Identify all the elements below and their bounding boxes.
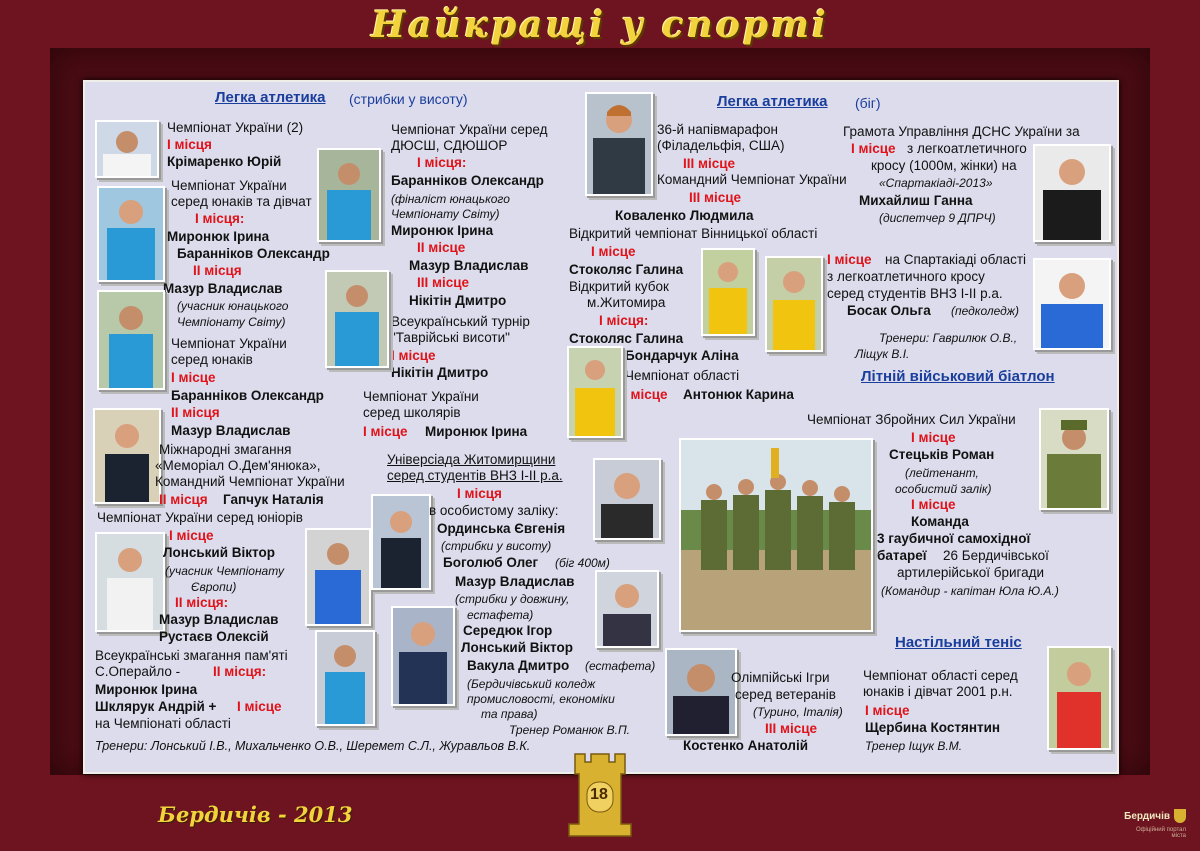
athlete-name: Шклярук Андрій + (95, 699, 217, 714)
photo-ordynska (371, 494, 431, 590)
place-label: ІІ місця (159, 492, 208, 507)
photo-nikitin (325, 270, 389, 368)
text-line: серед юнаків та дівчат (171, 194, 312, 209)
text-line: кросу (1000м, жінки) на (871, 158, 1017, 173)
athlete-name: Лонський Віктор (163, 545, 275, 560)
athlete-name: Мазур Владислав (163, 281, 283, 296)
note: Тренер Романюк В.П. (509, 723, 631, 737)
text-line: 26 Бердичівської (943, 548, 1049, 563)
photo-kostenko (665, 648, 737, 736)
page-title: Найкращі у спорті (371, 4, 829, 46)
photo-lonskyi (95, 532, 165, 632)
text-line: С.Операйло - (95, 664, 181, 679)
text-line: артилерійської бригади (897, 565, 1045, 580)
text-line: Всеукраїнські змагання пам'яті (95, 648, 288, 663)
athlete-name: Щербина Костянтин (865, 720, 1001, 735)
text-line: Чемпіонат України (171, 336, 287, 351)
shield-icon (1174, 809, 1186, 823)
place-label: ІІІ місце (689, 190, 742, 205)
athlete-name: Коваленко Людмила (615, 208, 754, 223)
athlete-name: батареї (877, 548, 927, 563)
photo-barannikov-2 (317, 148, 381, 242)
text-line: Чемпіонат України серед (391, 122, 548, 137)
text-line: Чемпіонат України (171, 178, 287, 193)
photo-krimarenko (95, 120, 159, 178)
place-label: І місце (591, 244, 636, 259)
note: Європи) (191, 580, 237, 594)
athlete-name: Стоколяс Галина (569, 262, 684, 277)
coaches-line: Тренер Іщук В.М. (865, 739, 963, 753)
athlete-name: Гапчук Наталія (223, 492, 324, 507)
text-line: серед школярів (363, 405, 461, 420)
place-label: І місце (237, 699, 282, 714)
note: (педколедж) (951, 304, 1020, 318)
place-label: ІІ місця: (213, 664, 267, 679)
note: (Командир - капітан Юла Ю.А.) (881, 584, 1059, 598)
text-line: м.Житомира (587, 295, 666, 310)
athlete-name: Костенко Анатолій (683, 738, 809, 753)
logo-sub: Офіційний портал міста (1135, 827, 1186, 839)
athlete-name: Миронюк Ірина (425, 424, 528, 439)
logo-label: Бердичів (1124, 811, 1170, 822)
note: (Турино, Італія) (753, 705, 843, 719)
photo-stokoliaś (701, 248, 755, 336)
section-heading-run: Легка атлетика (717, 93, 828, 110)
place-label: І місця: (599, 313, 649, 328)
page-number: 18 (590, 786, 608, 803)
text-line: «Меморіал О.Дем'янюка», (155, 458, 321, 473)
photo-team-biathlon (679, 438, 873, 632)
athlete-name: Стецьків Роман (889, 447, 995, 462)
athlete-name: Середюк Ігор (463, 623, 553, 638)
note: Чемпіонату Світу) (177, 315, 286, 329)
text-line: 36-й напівмарафон (657, 122, 778, 137)
athlete-name: Боголюб Олег (443, 555, 539, 570)
text-line: серед ветеранів (735, 687, 836, 702)
place-label: ІІІ місце (417, 275, 470, 290)
place-label: І місце (623, 387, 668, 402)
athlete-name: Нікітін Дмитро (409, 293, 507, 308)
note: естафета) (467, 608, 534, 622)
photo-antoniuk (567, 346, 623, 438)
photo-stetskiv (1039, 408, 1109, 510)
text-line: Чемпіонат Збройних Сил України (807, 412, 1016, 427)
place-label: І місце (865, 703, 910, 718)
photo-seredyuk (391, 606, 455, 706)
text-line: Командний Чемпіонат України (155, 474, 345, 489)
text-line: Командний Чемпіонат України (657, 172, 847, 187)
photo-boholiub (593, 458, 661, 540)
footer-text: Бердичів - 2013 (158, 802, 353, 827)
note: (Бердичівський коледж (467, 677, 596, 691)
place-label: І місця: (195, 211, 245, 226)
text-line: серед юнаків (171, 352, 253, 367)
photo-hapchuk (93, 408, 161, 504)
place-label: І місце (171, 370, 216, 385)
note: (стрибки у довжину, (455, 592, 570, 606)
content-panel (83, 80, 1119, 774)
city-logo[interactable] (1124, 809, 1186, 843)
text-line: Міжнародні змагання (159, 442, 292, 457)
text-line: в особистому заліку: (429, 503, 559, 518)
photo-shkliaruk (315, 630, 375, 726)
text-line: Чемпіонат області (625, 368, 740, 383)
place-label: ІІІ місце (765, 721, 818, 736)
place-label: ІІ місце (417, 240, 466, 255)
note: (біг 400м) (555, 556, 610, 570)
place-label: І місця (457, 486, 502, 501)
photo-myroniuk (97, 186, 165, 282)
note: (учасник юнацького (177, 299, 289, 313)
photo-shcherbyna (1047, 646, 1111, 750)
text-line: Грамота Управління ДСНС України за (843, 124, 1080, 139)
place-label: І місце (827, 252, 872, 267)
athlete-name: Рустаєв Олексій (159, 629, 269, 644)
text-line: Чемпіонат України серед юніорів (97, 510, 303, 525)
athlete-name: Баранніков Олександр (391, 173, 544, 188)
athlete-name: Стоколяс Галина (569, 331, 684, 346)
section-heading-jump-note: (стрибки у висоту) (349, 91, 468, 107)
note: Чемпіонату Світу) (391, 207, 500, 221)
note: та права) (481, 707, 538, 721)
text-line: "Таврійські висоти" (391, 330, 510, 345)
text-line: з легкоатлетичного (907, 141, 1027, 156)
text-line: Відкритий чемпіонат Вінницької області (569, 226, 818, 241)
note: (фіналіст юнацького (391, 192, 510, 206)
athlete-name: Миронюк Ірина (391, 223, 494, 238)
photo-mazur (305, 528, 371, 626)
photo-bondarchuk (765, 256, 823, 352)
athlete-name: Лонський Віктор (461, 640, 573, 655)
text-line: серед студентів ВНЗ І-ІІ р.а. (387, 468, 563, 483)
athlete-name: Миронюк Ірина (95, 682, 198, 697)
place-label: ІІІ місце (683, 156, 736, 171)
athlete-name: Михайлиш Ганна (859, 193, 973, 208)
place-label: І місце (911, 430, 956, 445)
photo-mykhailysh (1033, 144, 1111, 242)
note: особистий залік) (895, 482, 992, 496)
section-heading-tennis: Настільний теніс (895, 634, 1022, 651)
athlete-name: Босак Ольга (847, 303, 931, 318)
athlete-name: Антонюк Карина (683, 387, 794, 402)
athlete-name: Мазур Владислав (159, 612, 279, 627)
place-label: І місця (167, 137, 212, 152)
place-label: ІІ місця (193, 263, 242, 278)
photo-bosak (1033, 258, 1111, 350)
note: «Спартакіаді-2013» (879, 176, 993, 190)
coaches-line: Ліщук В.І. (855, 347, 910, 361)
text-line: на Спартакіаді області (885, 252, 1027, 267)
photo-kovalenko (585, 92, 653, 196)
text-line: на Чемпіонаті області (95, 716, 231, 731)
athlete-name: Крімаренко Юрій (167, 154, 282, 169)
place-label: І місце (169, 528, 214, 543)
note: (лейтенант, (905, 466, 979, 480)
athlete-name: Нікітін Дмитро (391, 365, 489, 380)
text-line: Чемпіонат області серед (863, 668, 1018, 683)
athlete-name: Мазур Владислав (455, 574, 575, 589)
place-label: І місце (851, 141, 896, 156)
section-heading-biathlon: Літній військовий біатлон (861, 368, 1055, 385)
athlete-name: Ординська Євгенія (437, 521, 566, 536)
athlete-name: Команда (911, 514, 969, 529)
text-line: Чемпіонат України (363, 389, 479, 404)
text-line: Чемпіонат України (2) (167, 120, 304, 135)
athlete-name: Мазур Владислав (171, 423, 291, 438)
note: (учасник Чемпіонату (165, 564, 284, 578)
athlete-name: Бондарчук Аліна (625, 348, 739, 363)
coaches-line: Тренери: Лонський І.В., Михальченко О.В., Шеремет С.Л., Журавльов В.К. (95, 739, 531, 753)
place-label: І місце (391, 348, 436, 363)
text-line: з легкоатлетичного кросу (827, 269, 985, 284)
text-line: серед студентів ВНЗ І-ІІ р.а. (827, 286, 1003, 301)
place-label: І місце (363, 424, 408, 439)
athlete-name: Миронюк Ірина (167, 229, 270, 244)
text-line: ДЮСШ, СДЮШОР (391, 138, 508, 153)
place-label: І місце (911, 497, 956, 512)
athlete-name: Баранніков Олександр (177, 246, 330, 261)
text-line: Олімпійські Ігри (731, 670, 830, 685)
athlete-name: Вакула Дмитро (467, 658, 570, 673)
coaches-line: Тренери: Гаврилюк О.В., (879, 331, 1018, 345)
athlete-name: Баранніков Олександр (171, 388, 324, 403)
photo-barannikov (97, 290, 165, 390)
note: (естафета) (585, 659, 656, 673)
text-line: Відкритий кубок (569, 279, 669, 294)
note: (стрибки у висоту) (441, 539, 552, 553)
text-line: Універсіада Житомирщини (387, 452, 556, 467)
note: промисловості, економіки (467, 692, 615, 706)
text-line: (Філадельфія, США) (657, 138, 785, 153)
note: (диспетчер 9 ДПРЧ) (879, 211, 996, 225)
section-heading-jump: Легка атлетика (215, 89, 326, 106)
section-heading-run-note: (біг) (855, 95, 881, 111)
place-label: ІІ місця (171, 405, 220, 420)
text-line: Всеукраїнський турнір (391, 314, 530, 329)
athlete-name: 3 гаубичної самохідної (877, 531, 1031, 546)
place-label: ІІ місця: (175, 595, 229, 610)
photo-vakula (595, 570, 659, 648)
text-line: юнаків і дівчат 2001 р.н. (863, 684, 1013, 699)
athlete-name: Мазур Владислав (409, 258, 529, 273)
place-label: І місця: (417, 155, 467, 170)
